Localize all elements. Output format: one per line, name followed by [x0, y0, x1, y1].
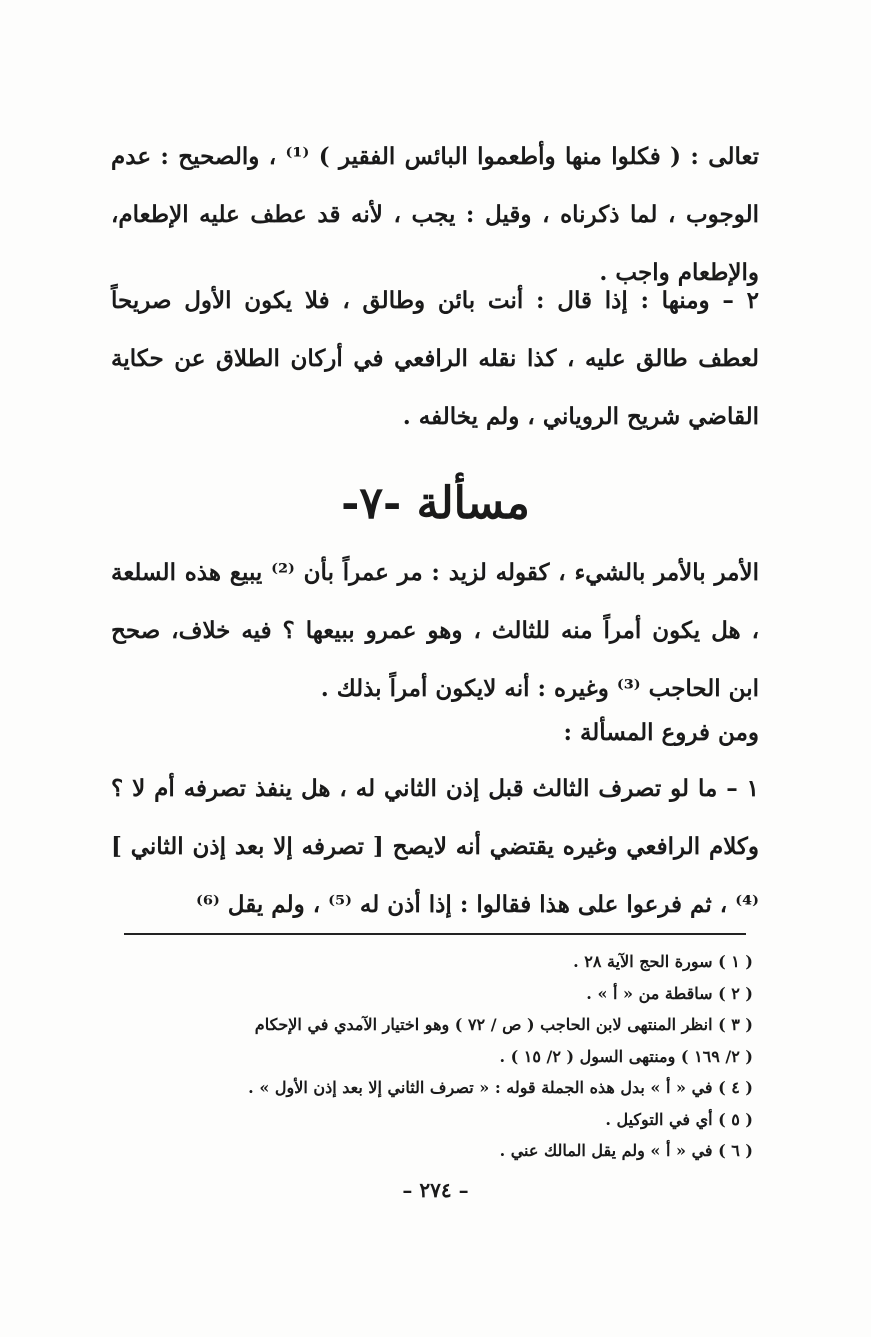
paragraph-text: ١ – ما لو تصرف الثالث قبل إذن الثاني له ، هل ينفذ تصرفه أم لا ؟ وكلام الرافعي وغيره يقتضي أنه لايصح [ تصرفه إلا بعد إذن الثاني ] ⁽⁴⁾ ، ثم فرعوا على هذا فقالوا : إذا أذن له ⁽⁵⁾ ، ولم يقل ⁽⁶⁾	[111, 775, 759, 918]
footnote-3: ( ٣ ) انظر المنتهى لابن الحاجب ( ص / ٧٢ ) وهو اختيار الآمدي في الإحكام	[254, 1015, 753, 1034]
paragraph-main-issue	[111, 544, 759, 718]
page-number: – ٢٧٤ –	[402, 1178, 469, 1202]
paragraph-text: ٢ – ومنها : إذا قال : أنت بائن وطالق ، فلا يكون الأول صريحاً لعطف طالق عليه ، كذا نقله الرافعي في أركان الطلاق عن حكاية القاضي شريح الروياني ، ولم يخالفه .	[111, 287, 759, 430]
paragraph-branch-two	[111, 272, 759, 446]
footnote-5: ( ٥ ) أي في التوكيل .	[605, 1109, 753, 1129]
footnote-divider	[124, 933, 746, 935]
branches-subheading: ومن فروع المسألة :	[563, 719, 759, 746]
footnote-3-continued: ( ٢/ ١٦٩ ) ومنتهى السول ( ٢/ ١٥ ) .	[499, 1046, 753, 1066]
paragraph-branch-one	[111, 760, 759, 934]
footnote-4: ( ٤ ) في « أ » بدل هذه الجملة قوله : « تصرف الثاني إلا بعد إذن الأول » .	[248, 1078, 753, 1097]
paragraph-text: تعالى : ( فكلوا منها وأطعموا البائس الفقير ) ⁽¹⁾ ، والصحيح : عدم الوجوب ، لما ذكرناه ، وقيل : يجب ، لأنه قد عطف عليه الإطعام، والإطعام واجب .	[111, 143, 759, 286]
section-heading: مسألة -٧-	[341, 478, 530, 529]
footnote-1: ( ١ ) سورة الحج الآية ٢٨ .	[573, 952, 753, 971]
footnote-6: ( ٦ ) في « أ » ولم يقل المالك عني .	[499, 1141, 753, 1160]
paragraph-text: الأمر بالأمر بالشيء ، كقوله لزيد : مر عمراً بأن ⁽²⁾ يبيع هذه السلعة ، هل يكون أمراً منه للثالث ، وهو عمرو ببيعها ؟ فيه خلاف، صحح ابن الحاجب ⁽³⁾ وغيره : أنه لايكون أمراً بذلك .	[111, 559, 760, 702]
footnote-2: ( ٢ ) ساقطة من « أ » .	[586, 983, 753, 1003]
footnotes	[103, 946, 753, 1167]
